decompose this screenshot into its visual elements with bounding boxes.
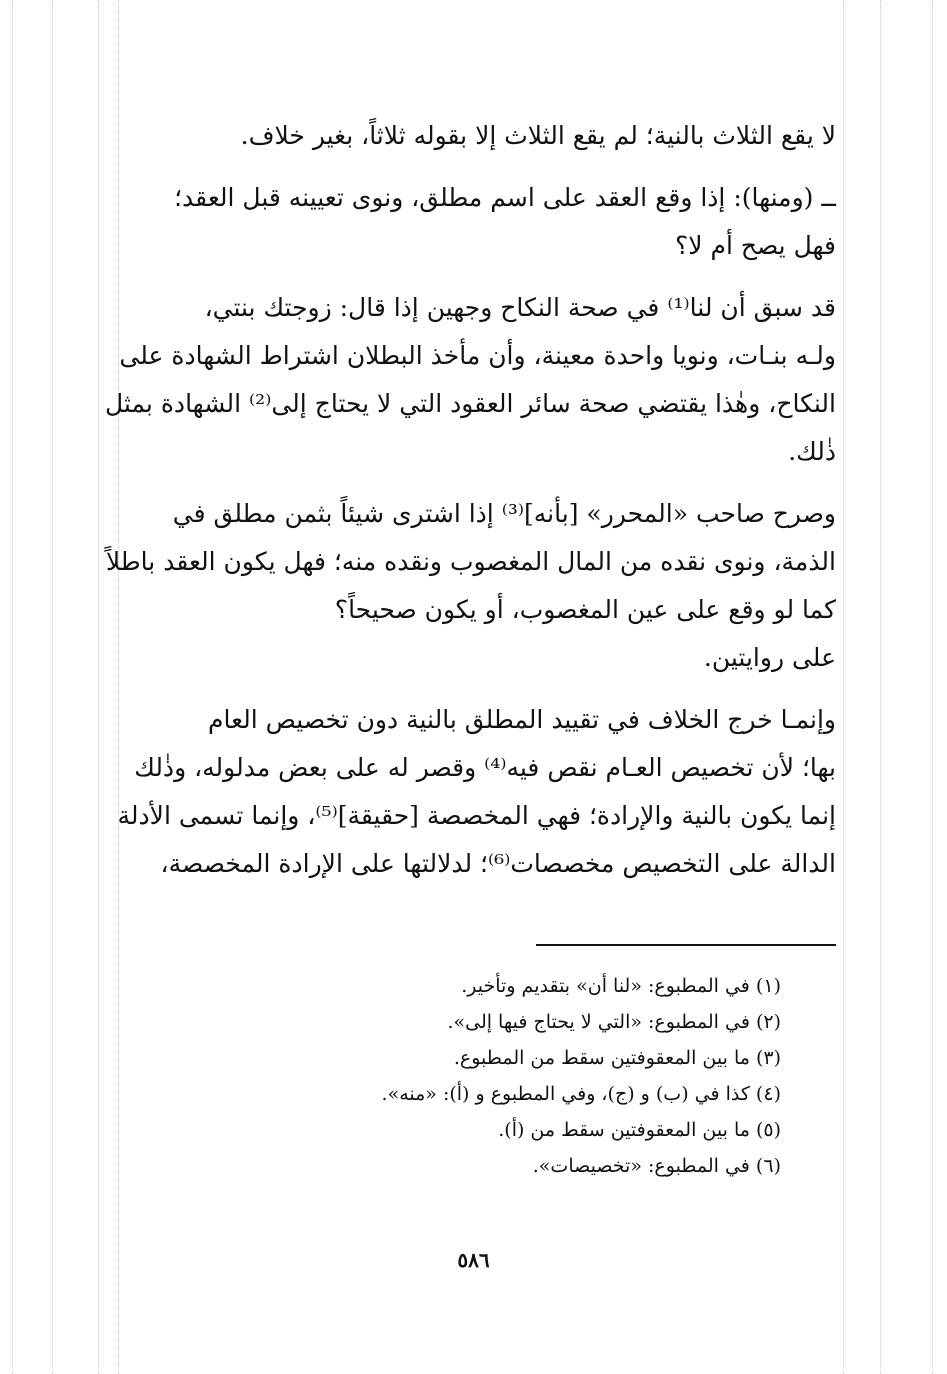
footnotes <box>121 968 781 1184</box>
text-line: بها؛ لأن تخصيص العـام نقص فيه⁽⁴⁾ وقصر له على بعض مدلوله، وذٰلك <box>134 753 836 782</box>
footnote: (٥) ما بين المعقوفتين سقط من (أ). <box>498 1119 781 1141</box>
text-line: لا يقع الثلاث بالنية؛ لم يقع الثلاث إلا بقوله ثلاثاً، بغير خلاف. <box>240 121 836 150</box>
footnote: (٤) كذا في (ب) و (ج)، وفي المطبوع و (أ): «منه». <box>381 1083 781 1105</box>
footnote-separator <box>536 944 836 946</box>
text-line: وإنمـا خرج الخلاف في تقييد المطلق بالنية دون تخصيص العام <box>208 705 836 734</box>
text-line: قد سبق أن لنا⁽¹⁾ في صحة النكاح وجهين إذا قال: زوجتك بنتي، <box>204 293 836 322</box>
text-line: النكاح، وهٰذا يقتضي صحة سائر العقود التي لا يحتاج إلى⁽²⁾ الشهادة بمثل <box>105 389 836 418</box>
text-line: الذمة، ونوى نقده من المال المغصوب ونقده منه؛ فهل يكون العقد باطلاً <box>105 547 836 576</box>
text-line: على روايتين. <box>703 643 836 672</box>
text-line: إنما يكون بالنية والإرادة؛ فهي المخصصة [حقيقة]⁽⁵⁾، وإنما تسمى الأدلة <box>117 801 836 830</box>
text-line: ولـه بنـات، ونويا واحدة معينة، وأن مأخذ البطلان اشتراط الشهادة على <box>119 341 836 370</box>
text-line: ــ (ومنها): إذا وقع العقد على اسم مطلق، ونوى تعيينه قبل العقد؛ <box>174 183 836 212</box>
text-line: وصرح صاحب «المحرر» [بأنه]⁽³⁾ إذا اشترى شيئاً بثمن مطلق في <box>172 499 836 528</box>
footnote: (٦) في المطبوع: «تخصيصات». <box>532 1155 781 1177</box>
text-line: ذٰلك. <box>788 437 836 466</box>
main-text <box>105 112 836 888</box>
footnote: (٢) في المطبوع: «التي لا يحتاج فيها إلى». <box>447 1011 781 1033</box>
page-number: ٥٨٦ <box>457 1248 490 1272</box>
text-line: كما لو وقع على عين المغصوب، أو يكون صحيحاً؟ <box>334 595 836 624</box>
text-line: فهل يصح أم لا؟ <box>675 231 836 260</box>
text-line: الدالة على التخصيص مخصصات⁽⁶⁾؛ لدلالتها على الإرادة المخصصة، <box>160 849 836 878</box>
footnote: (٣) ما بين المعقوفتين سقط من المطبوع. <box>453 1047 781 1069</box>
footnote: (١) في المطبوع: «لنا أن» بتقديم وتأخير. <box>461 975 781 997</box>
